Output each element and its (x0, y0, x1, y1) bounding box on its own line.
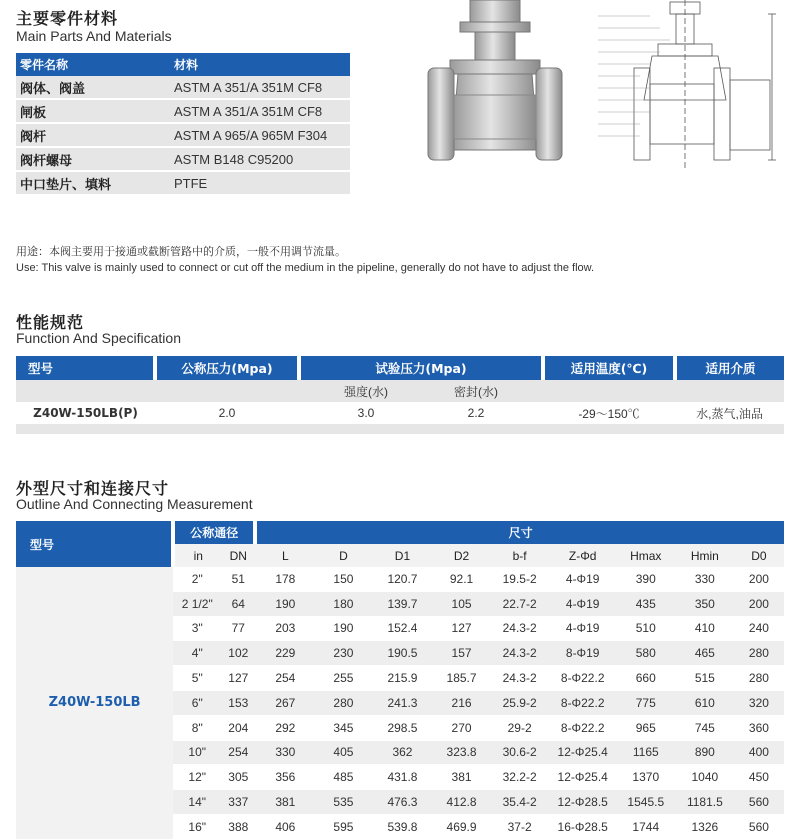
dims-cell: 406 (255, 814, 315, 839)
dims-cell: 152.4 (371, 616, 433, 641)
valve-photo-image (420, 0, 570, 165)
table-row (16, 123, 350, 147)
dims-cell: 435 (616, 591, 676, 616)
dims-col-header: Hmax (616, 544, 676, 567)
dims-col-header: Z-Φd (550, 544, 616, 567)
dims-cell: 330 (255, 740, 315, 765)
dims-cell: 320 (734, 690, 784, 715)
table-row (16, 402, 784, 424)
dims-cell: 190.5 (371, 641, 433, 666)
dims-cell: 120.7 (371, 567, 433, 591)
spec-title-en: Function And Specification (16, 330, 181, 346)
dims-cell: 390 (616, 567, 676, 591)
dims-cell: 298.5 (371, 715, 433, 740)
dims-cell: 890 (676, 740, 734, 765)
valve-section-drawing (590, 0, 785, 170)
dims-cell: 388 (221, 814, 255, 839)
dims-cell: 6" (173, 690, 221, 715)
dims-header-row (16, 521, 784, 544)
dims-cell: 180 (315, 591, 371, 616)
dims-cell: 515 (676, 666, 734, 691)
dims-cell: 240 (734, 616, 784, 641)
table-row (16, 99, 350, 123)
dims-cell: 267 (255, 690, 315, 715)
table-row (16, 147, 350, 171)
spec-medium: 水,蒸气,油品 (696, 406, 763, 421)
dims-cell: 381 (434, 765, 490, 790)
dims-cell: 323.8 (434, 740, 490, 765)
spec-strength: 3.0 (357, 406, 375, 420)
dims-cell: 560 (734, 814, 784, 839)
dims-cell: 190 (255, 591, 315, 616)
dims-header-size: 尺寸 (508, 526, 533, 540)
dims-cell: 153 (221, 690, 255, 715)
parts-header-row (16, 53, 350, 76)
dims-cell: 330 (676, 567, 734, 591)
spec-header-model: 型号 (16, 356, 155, 380)
spec-sub-seal: 密封(水) (454, 384, 498, 399)
dims-body (16, 567, 784, 839)
dims-cell: 1040 (676, 765, 734, 790)
dims-cell: 337 (221, 790, 255, 815)
dims-col-header: D1 (371, 544, 433, 567)
dims-cell: 190 (315, 616, 371, 641)
dims-cell: 2" (173, 567, 221, 591)
dims-cell: 4-Φ19 (550, 567, 616, 591)
dims-cell: 1370 (616, 765, 676, 790)
spec-subheader-row (16, 380, 784, 402)
dims-col-header: Hmin (676, 544, 734, 567)
dims-cell: 10" (173, 740, 221, 765)
dims-cell: 22.7-2 (490, 591, 550, 616)
dims-cell: 216 (434, 690, 490, 715)
dims-cell: 4-Φ19 (550, 616, 616, 641)
dims-cell: 127 (434, 616, 490, 641)
dims-cell: 204 (221, 715, 255, 740)
dims-table (16, 521, 784, 840)
dims-cell: 412.8 (434, 790, 490, 815)
dims-col-header: DN (221, 544, 255, 567)
dims-cell: 3" (173, 616, 221, 641)
spec-header-test: 试验压力(Mpa) (299, 356, 543, 380)
dims-title-en: Outline And Connecting Measurement (16, 496, 253, 512)
dims-cell: 465 (676, 641, 734, 666)
dims-cell: 431.8 (371, 765, 433, 790)
dims-cell: 745 (676, 715, 734, 740)
dims-title-cn: 外型尺寸和连接尺寸 (16, 479, 170, 498)
dims-cell: 64 (221, 591, 255, 616)
spec-model: Z40W-150LB(P) (33, 406, 138, 420)
spec-temp: -29～150℃ (578, 406, 640, 421)
dims-col-header: in (173, 544, 221, 567)
dims-cell: 12-Φ25.4 (550, 765, 616, 790)
dims-cell: 8-Φ22.2 (550, 666, 616, 691)
dims-cell: 292 (255, 715, 315, 740)
dims-cell: 37-2 (490, 814, 550, 839)
dims-cell: 5" (173, 666, 221, 691)
dims-cell: 24.3-2 (490, 666, 550, 691)
dims-cell: 280 (315, 690, 371, 715)
dims-cell: 1545.5 (616, 790, 676, 815)
dims-cell: 230 (315, 641, 371, 666)
dims-cell: 8-Φ19 (550, 641, 616, 666)
dims-cell: 25.9-2 (490, 690, 550, 715)
dims-cell: 280 (734, 641, 784, 666)
dims-cell: 476.3 (371, 790, 433, 815)
dims-model: Z40W-150LB (16, 567, 173, 839)
dims-col-header: D2 (434, 544, 490, 567)
dims-cell: 215.9 (371, 666, 433, 691)
spec-title-cn: 性能规范 (16, 313, 85, 332)
dims-cell: 157 (434, 641, 490, 666)
spec-sub-strength: 强度(水) (344, 384, 388, 399)
dims-cell: 775 (616, 690, 676, 715)
dims-cell: 400 (734, 740, 784, 765)
dims-cell: 405 (315, 740, 371, 765)
dims-cell: 19.5-2 (490, 567, 550, 591)
dims-cell: 1326 (676, 814, 734, 839)
part-material: ASTM B148 C95200 (170, 147, 350, 171)
part-name: 闸板 (16, 99, 170, 123)
dims-cell: 32.2-2 (490, 765, 550, 790)
dims-cell: 8-Φ22.2 (550, 715, 616, 740)
dims-cell: 203 (255, 616, 315, 641)
dims-cell: 12-Φ25.4 (550, 740, 616, 765)
dims-cell: 139.7 (371, 591, 433, 616)
dims-cell: 580 (616, 641, 676, 666)
usage-text-cn: 用途：本阀主要用于接通或截断管路中的介质，一般不用调节流量。 (16, 245, 346, 258)
dims-cell: 24.3-2 (490, 641, 550, 666)
dims-cell: 200 (734, 567, 784, 591)
dims-cell: 2 1/2" (173, 591, 221, 616)
table-row (16, 76, 350, 99)
dims-cell: 12" (173, 765, 221, 790)
spec-header-medium: 适用介质 (705, 361, 756, 376)
dims-col-header: D0 (734, 544, 784, 567)
dims-cell: 660 (616, 666, 676, 691)
part-name: 阀杆 (16, 123, 170, 147)
parts-title-cn: 主要零件材料 (16, 9, 119, 28)
parts-header-name: 零件名称 (20, 58, 69, 72)
part-name: 阀体、阀盖 (16, 76, 170, 99)
dims-cell: 150 (315, 567, 371, 591)
dims-cell: 200 (734, 591, 784, 616)
dims-cell: 510 (616, 616, 676, 641)
parts-title-en: Main Parts And Materials (16, 28, 172, 44)
dims-cell: 105 (434, 591, 490, 616)
dims-cell: 535 (315, 790, 371, 815)
dims-header-model: 型号 (30, 537, 55, 552)
usage-text-en: Use: This valve is mainly used to connect or cut off the medium in the pipeline, generally do not have to adjust the flow. (16, 262, 595, 274)
spec-nominal: 2.0 (218, 406, 236, 420)
dims-cell: 362 (371, 740, 433, 765)
part-name: 阀杆螺母 (16, 147, 170, 171)
dims-cell: 8" (173, 715, 221, 740)
dims-cell: 4-Φ19 (550, 591, 616, 616)
dims-cell: 30.6-2 (490, 740, 550, 765)
dims-cell: 12-Φ28.5 (550, 790, 616, 815)
dims-header-nominal: 公称通径 (173, 521, 255, 544)
dims-cell: 1165 (616, 740, 676, 765)
dims-col-header: D (315, 544, 371, 567)
dims-cell: 229 (255, 641, 315, 666)
dims-cell: 350 (676, 591, 734, 616)
dims-cell: 560 (734, 790, 784, 815)
dims-cell: 77 (221, 616, 255, 641)
dims-cell: 255 (315, 666, 371, 691)
dims-cell: 360 (734, 715, 784, 740)
dims-cell: 51 (221, 567, 255, 591)
dims-cell: 610 (676, 690, 734, 715)
dims-cell: 595 (315, 814, 371, 839)
dims-cell: 381 (255, 790, 315, 815)
dims-cell: 280 (734, 666, 784, 691)
part-material: ASTM A 965/A 965M F304 (170, 123, 350, 147)
dims-cell: 92.1 (434, 567, 490, 591)
dims-cell: 14" (173, 790, 221, 815)
dims-cell: 1181.5 (676, 790, 734, 815)
spec-seal: 2.2 (467, 406, 485, 420)
dims-cell: 450 (734, 765, 784, 790)
part-material: ASTM A 351/A 351M CF8 (170, 99, 350, 123)
spec-header-nominal: 公称压力(Mpa) (155, 356, 299, 380)
dims-cell: 539.8 (371, 814, 433, 839)
dims-cell: 4" (173, 641, 221, 666)
spec-header-temp: 适用温度(℃) (543, 356, 675, 380)
dims-col-header: L (255, 544, 315, 567)
part-name: 中口垫片、填料 (16, 171, 170, 195)
dims-cell: 16-Φ28.5 (550, 814, 616, 839)
dims-cell: 356 (255, 765, 315, 790)
table-row (16, 567, 784, 591)
dims-cell: 965 (616, 715, 676, 740)
dims-cell: 469.9 (434, 814, 490, 839)
dims-cell: 35.4-2 (490, 790, 550, 815)
dims-cell: 241.3 (371, 690, 433, 715)
dims-cell: 485 (315, 765, 371, 790)
dims-cell: 1744 (616, 814, 676, 839)
spec-header-row (16, 356, 784, 380)
dims-cell: 16" (173, 814, 221, 839)
dims-cell: 254 (221, 740, 255, 765)
dims-cell: 178 (255, 567, 315, 591)
dims-cell: 29-2 (490, 715, 550, 740)
dims-cell: 102 (221, 641, 255, 666)
dims-cell: 410 (676, 616, 734, 641)
parts-header-material: 材料 (174, 58, 199, 72)
dims-cell: 24.3-2 (490, 616, 550, 641)
part-material: ASTM A 351/A 351M CF8 (170, 76, 350, 99)
dims-cell: 345 (315, 715, 371, 740)
dims-cell: 254 (255, 666, 315, 691)
parts-table (16, 53, 350, 196)
part-material: PTFE (170, 171, 350, 195)
spec-table (16, 356, 784, 434)
dims-cell: 8-Φ22.2 (550, 690, 616, 715)
dims-cell: 270 (434, 715, 490, 740)
dims-col-header: b-f (490, 544, 550, 567)
dims-cell: 127 (221, 666, 255, 691)
dims-cell: 305 (221, 765, 255, 790)
dims-cell: 185.7 (434, 666, 490, 691)
table-row (16, 171, 350, 195)
